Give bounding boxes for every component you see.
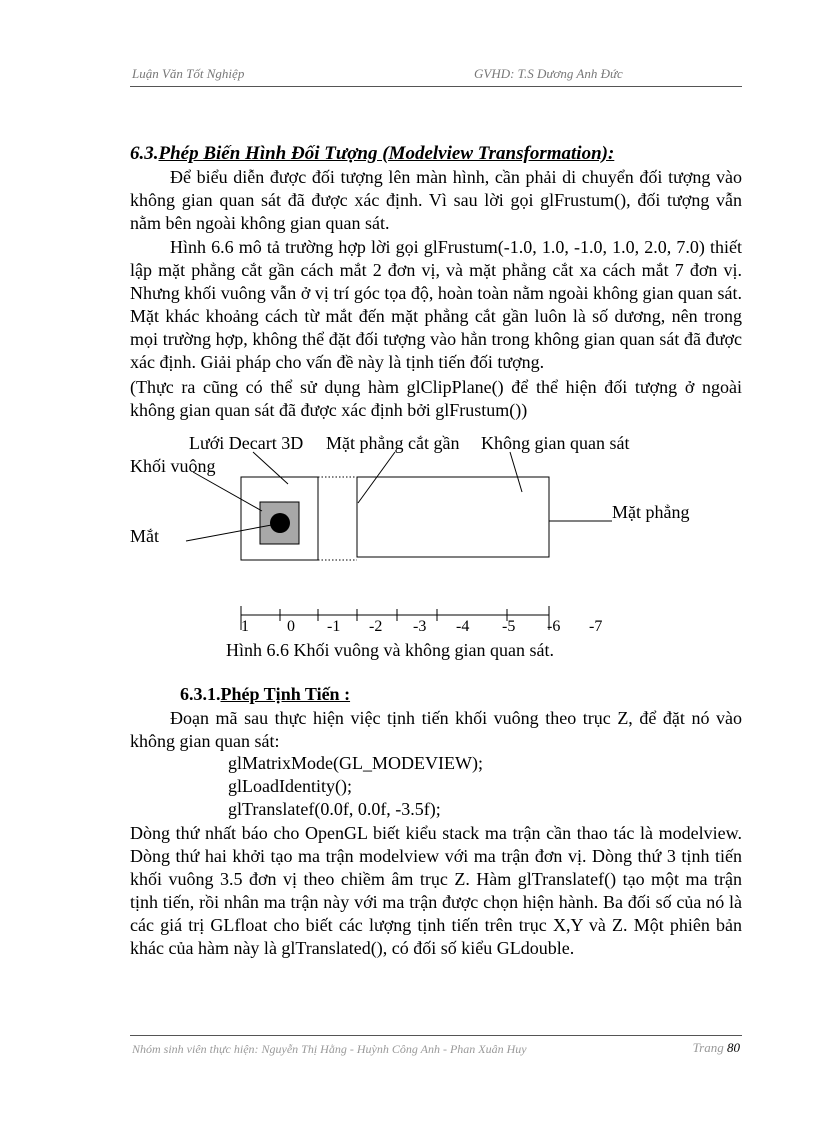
label-cube: Khối vuông <box>130 456 216 476</box>
section-title-text: Phép Biến Hình Đối Tượng (Modelview Transformation): <box>158 143 615 164</box>
view-volume-box <box>357 477 549 557</box>
eye-shape <box>270 513 290 533</box>
label-eye: Mắt <box>130 526 159 546</box>
footer-page <box>693 1040 740 1056</box>
leader-cube <box>193 472 262 511</box>
axis-tick-label: -3 <box>413 618 427 635</box>
label-grid: Lưới Decart 3D <box>189 433 304 453</box>
label-near-plane: Mặt phẳng cắt gần <box>326 433 460 453</box>
axis-tick-label: -7 <box>589 618 603 635</box>
axis-tick-label: 0 <box>287 618 295 635</box>
axis-tick-label: -5 <box>502 618 516 635</box>
header-advisor: GVHD: T.S Dương Anh Đức <box>474 66 623 81</box>
page-footer <box>130 1035 742 1062</box>
label-view-volume: Không gian quan sát <box>481 433 630 453</box>
axis-tick-label: -1 <box>327 618 341 635</box>
axis-tick-label: -4 <box>456 618 470 635</box>
label-plane: Mặt phẳng <box>612 502 690 522</box>
header-thesis-title: Luận Văn Tốt Nghiệp <box>132 66 245 81</box>
paragraph-explanation: Dòng thứ nhất báo cho OpenGL biết kiểu stack ma trận cần thao tác là modelview. Dòng thứ hai khởi tạo ma trận modelview với ma trận đơn vị. Dòng thứ 3 tịnh tiến khối vuông 3.5 đơn vị theo chiềm âm trục Z. Hàm glTranslatef() tạo một ma trận tịnh tiến, rồi nhân ma trận này với ma trận được chọn hiện hành. Ba đối số của nó là các giá trị GLfloat cho biết các lượng tịnh tiến trên trục X,Y và Z. Một phiên bản khác của hàm này là glTranslated(), có đối số kiểu GLdouble. <box>130 823 742 958</box>
subsection-title-text: Phép Tịnh Tiến : <box>220 684 351 704</box>
subsection-title <box>180 684 350 705</box>
footer-authors: Nhóm sinh viên thực hiện: Nguyễn Thị Hằng - Huỳnh Công Anh - Phan Xuân Huy <box>132 1042 527 1056</box>
leader-grid <box>253 452 288 484</box>
paragraph-frustum: Hình 6.6 mô tả trường hợp lời gọi glFrustum(-1.0, 1.0, -1.0, 1.0, 2.0, 7.0) thiết lập mặt phẳng cắt gần cách mắt 2 đơn vị, và mặt phẳng cắt xa cách mắt 7 đơn vị. Nhưng khối vuông vẫn ở vị trí góc tọa độ, hoàn toàn nằm ngoài không gian quan sát. Mặt khác khoảng cách từ mắt đến mặt phẳng cắt gần luôn là số dương, nên trong mọi trường hợp, không thể đặt đối tượng vào hẳn trong không gian quan sát đã được xác định. Giải pháp cho vấn đề này là tịnh tiến đối tượng. <box>130 237 742 372</box>
axis-tick-label: -2 <box>369 618 383 635</box>
leader-view-volume <box>510 452 522 492</box>
paragraph-translate-intro: Đoạn mã sau thực hiện việc tịnh tiến khối vuông theo trục Z, để đặt nó vào không gian quan sát: <box>130 708 742 751</box>
code-line-1: glMatrixMode(GL_MODEVIEW); <box>228 753 483 773</box>
axis-tick-label: 1 <box>241 618 249 635</box>
axis-tick-label: -6 <box>547 618 561 635</box>
footer-page-label: Trang <box>692 1040 724 1055</box>
paragraph-clipplane-note: (Thực ra cũng có thể sử dụng hàm glClipPlane() để thể hiện đối tượng ở ngoài không gian quan sát đã được xác định bởi glFrustum()) <box>130 377 742 420</box>
figure-caption: Hình 6.6 Khối vuông và không gian quan sát. <box>226 640 554 660</box>
code-line-2: glLoadIdentity(); <box>228 776 352 796</box>
section-number: 6.3. <box>130 143 159 164</box>
subsection-number: 6.3.1. <box>180 684 221 704</box>
paragraph-intro: Để biểu diễn được đối tượng lên màn hình, cần phải di chuyển đối tượng vào không gian quan sát đã được xác định. Vì sau lời gọi glFrustum(), đối tượng vẫn nằm bên ngoài không gian quan sát. <box>130 167 742 233</box>
page-number: 80 <box>727 1040 740 1055</box>
code-line-3: glTranslatef(0.0f, 0.0f, -3.5f); <box>228 799 441 819</box>
